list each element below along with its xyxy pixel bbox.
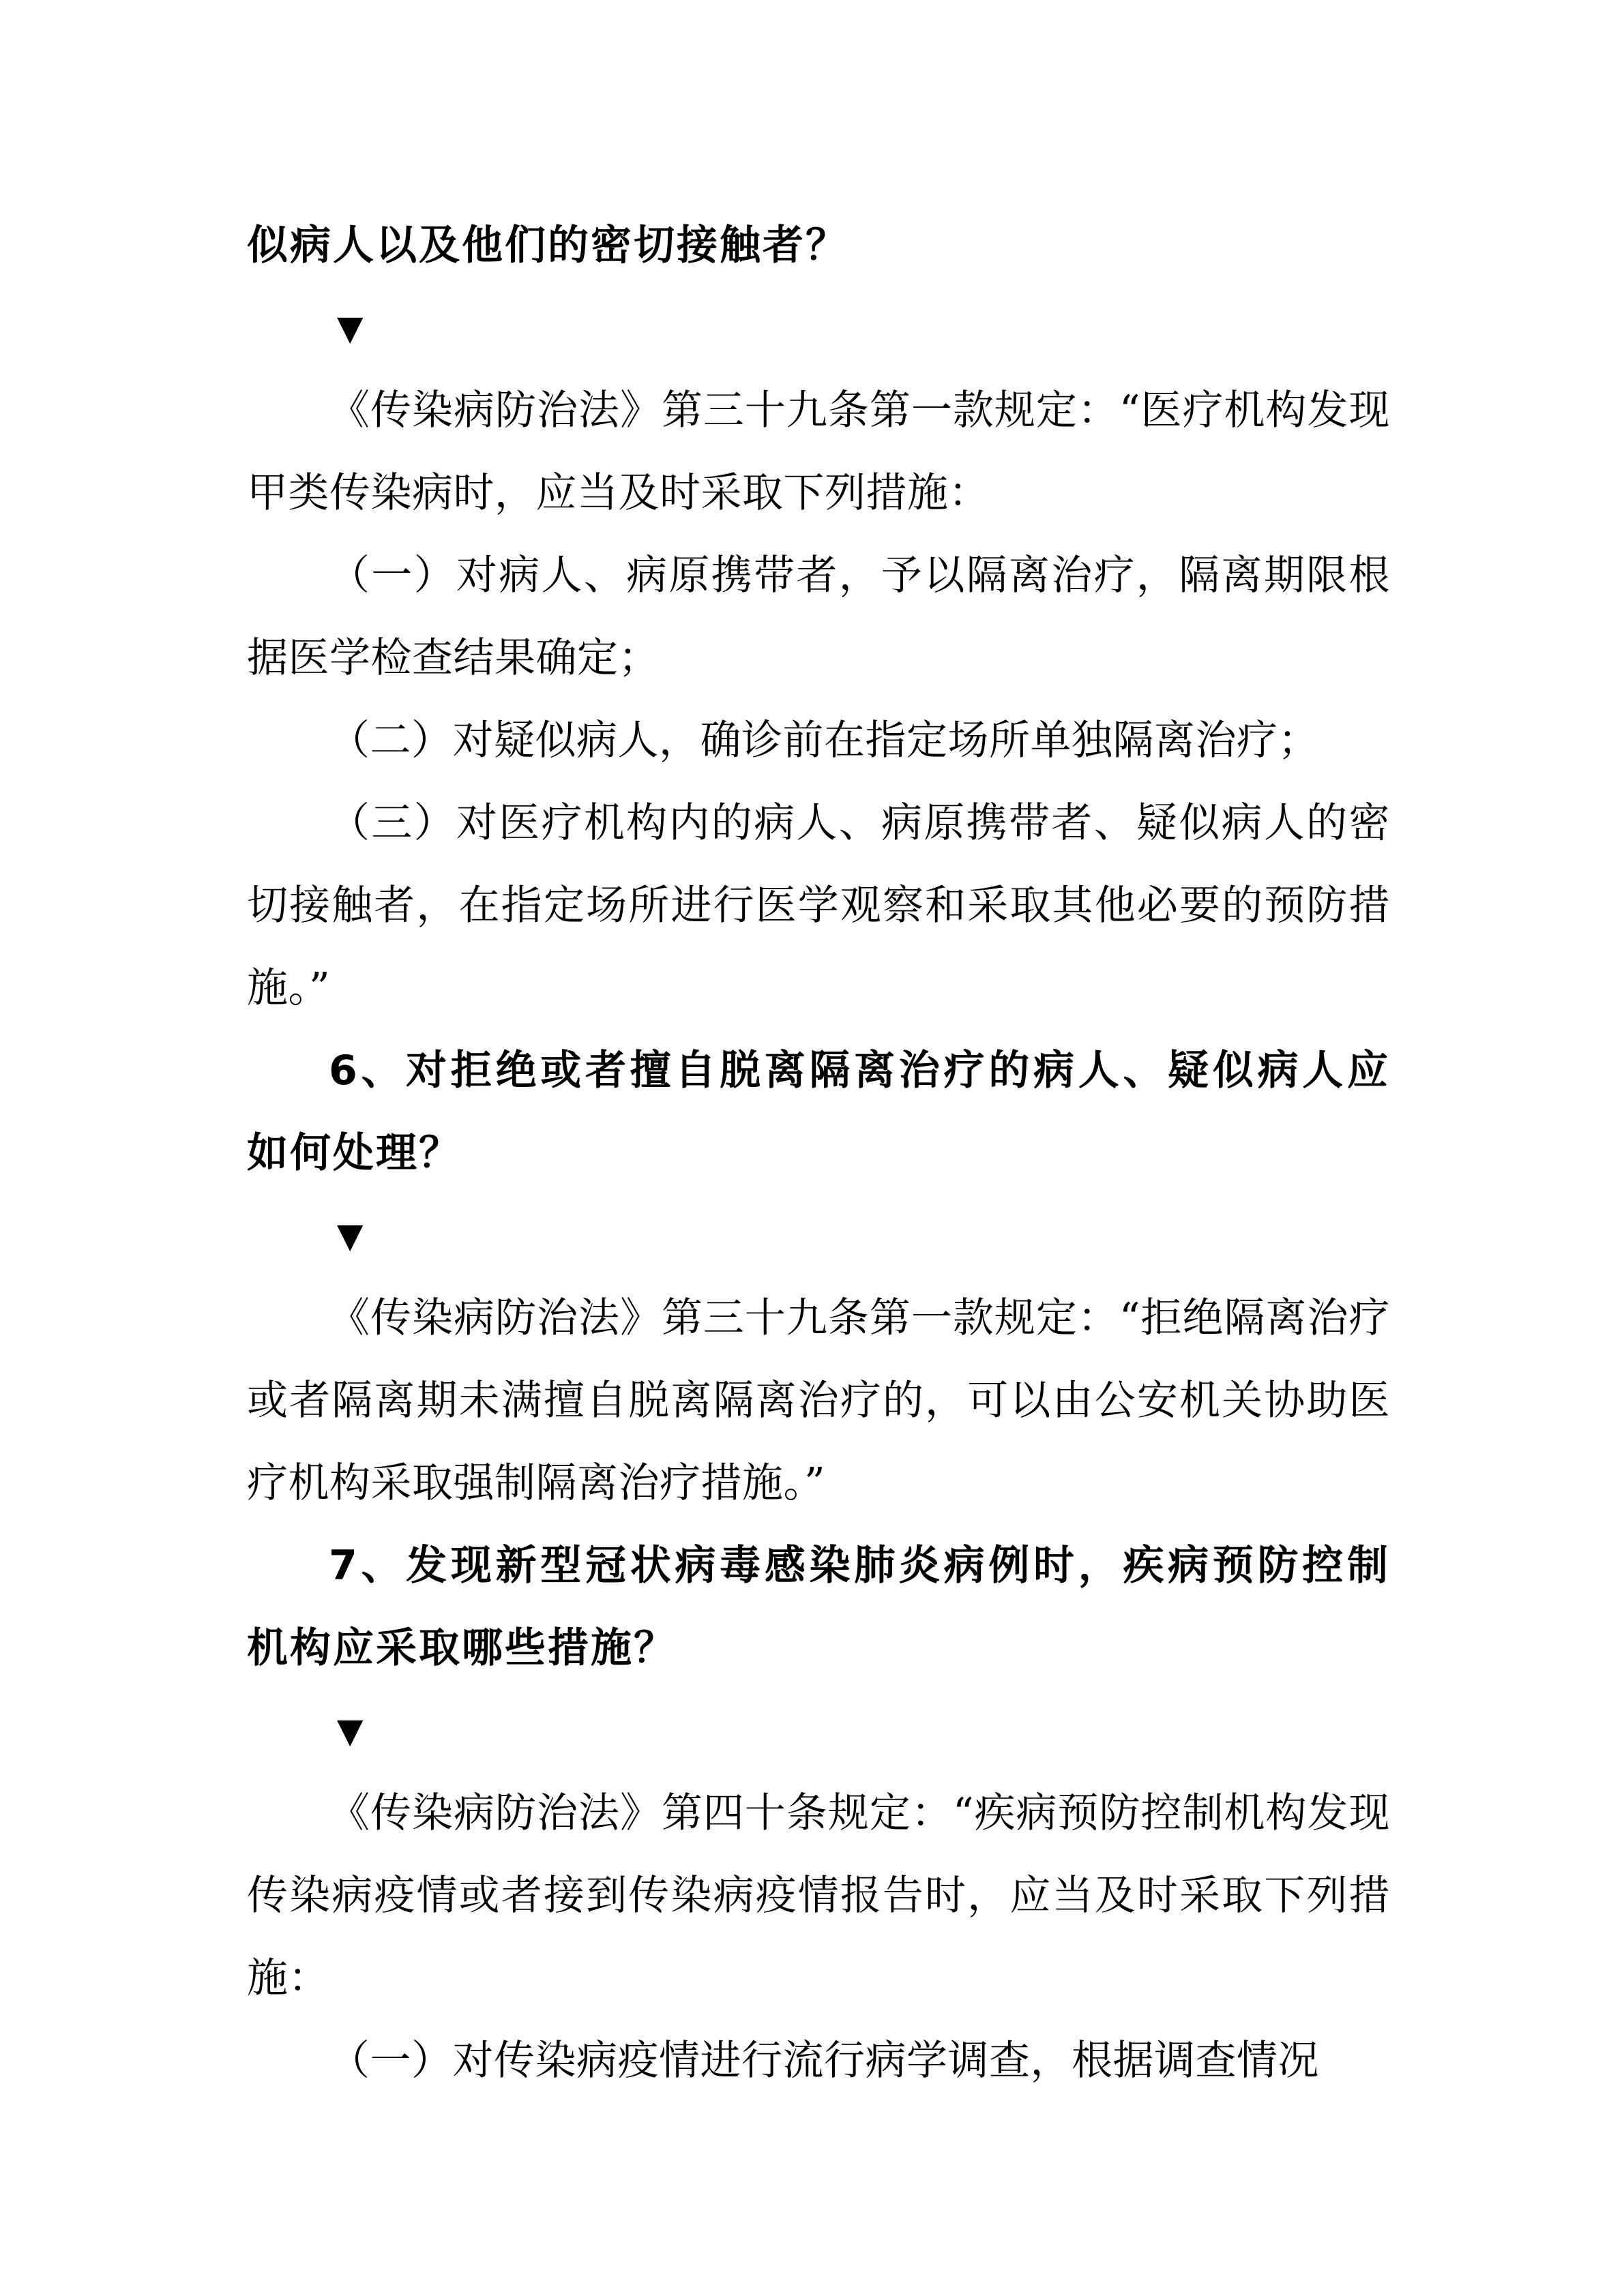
question-heading-continued: 似病人以及他们的密切接触者？ [247,222,848,269]
question-heading-6: 6、对拒绝或者擅自脱离隔离治疗的病人、疑似病人应如何处理？ [247,1047,1390,1177]
measure-item-paragraph: （三）对医疗机构内的病人、病原携带者、疑似病人的密切接触者，在指定场所进行医学观察和采取其他必要的预防措施。” [247,799,1390,1012]
measure-item-paragraph: （二）对疑似病人，确诊前在指定场所单独隔离治疗； [329,717,1319,764]
document-body [247,205,1390,2102]
law-quote-paragraph: 《传染病防治法》第三十九条第一款规定：“医疗机构发现甲类传染病时，应当及时采取下列措施： [247,387,1390,517]
answer-triangle-marker: ▼ [337,1216,364,1255]
measure-item-paragraph: （一）对病人、病原携带者，予以隔离治疗，隔离期限根据医学检查结果确定； [247,552,1390,682]
measure-item-paragraph: （一）对传染病疫情进行流行病学调查，根据调查情况 [329,2037,1319,2085]
question-heading-7: 7、发现新型冠状病毒感染肺炎病例时，疾病预防控制机构应采取哪些措施？ [247,1542,1390,1672]
law-quote-paragraph: 《传染病防治法》第四十条规定：“疾病预防控制机构发现传染病疫情或者接到传染病疫情报告时，应当及时采取下列措施： [247,1789,1390,2002]
answer-triangle-marker: ▼ [337,1711,364,1750]
answer-triangle-marker: ▼ [337,308,364,348]
law-quote-paragraph: 《传染病防治法》第三十九条第一款规定：“拒绝隔离治疗或者隔离期未满擅自脱离隔离治疗的，可以由公安机关协助医疗机构采取强制隔离治疗措施。” [247,1294,1390,1507]
